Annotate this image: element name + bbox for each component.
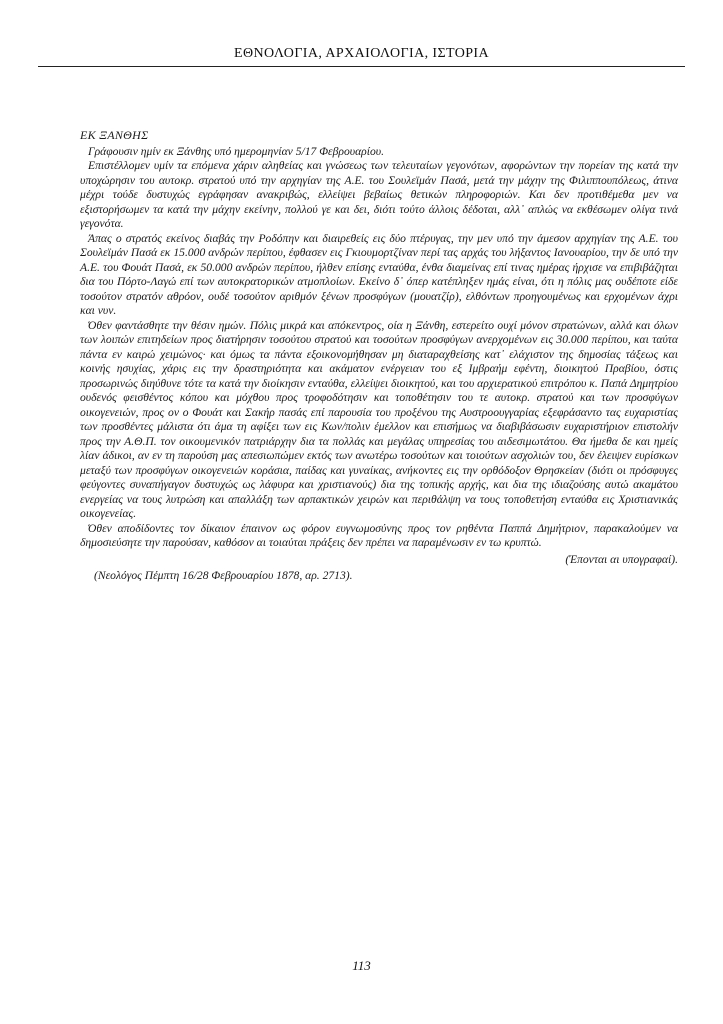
article-paragraph: Γράφουσιν ημίν εκ Ξάνθης υπό ημερομηνίαν 5/17 Φεβρουαρίου. [88,144,384,158]
page-number: 113 [352,958,371,973]
signoff: (Έπονται αι υπογραφαί). [565,552,678,566]
article-paragraph: Όθεν φαντάσθητε την θέσιν ημών. Πόλις μικρά και απόκεντρος, οία η Ξάνθη, εστερείτο ουχί μόνον στρατώνων, αλλά και όλων των λοιπών επιτηδείων προς διατήρησιν τοσούτου στρατού και τοσούτων προσφύγων ανερχομένων εις 30.000 περίπου, και ταύτα πάντα εν καιρώ χειμώνος· και όμως τα πάντα εξοικονομήθησαν μη διαταραχθείσης κατ᾽ ελάχιστον της δημοσίας τάξεως και κοινής ησυχίας, χάρις εις την δραστηριότητα και ακάματον ενέργειαν του εξ Ιμβραήμ εφέντη, διοικητού Πραβίου, όστις προσωρινώς διηύθυνε τότε τα κατά την διοίκησιν ενταύθα, ελλείψει διοικητού, και του αρχιερατικού επιτρόπου κ. Παπά Δημητρίου ουδενός φεισθέντος κόπου και μόχθου προς τροφοδότησιν και τοποθέτησιν του τε αυτοκρ. στρατού και των προσφύγων οικογενειών, προς ον ο Φουάτ και Σακήρ πασάς επί παρουσία του προξένου της Αυστροουγγαρίας εξεφράσαντο τας ευχαριστίας των προσθέντες μάλιστα ότι άμα τη αφίξει των εις Κων/πολιν έμελλον και επισήμως να διαβιβάσωσιν ευχαριστήριον επιστολήν προς την Α.Θ.Π. τον οικουμενικόν πατριάρχην δια τα πολλάς και μεγάλας υπηρεσίας του αιδεσιμωτάτου. Θα ήμεθα δε και ημείς λίαν άδικοι, αν εν τη παρούση μας απεσιωπώμεν εκτός των ανωτέρω τοσούτων και τοιούτων ασχολιών του, δεν έλειψεν ευρίσκων μεταξύ των προσφύγων οικογενειών κοράσια, παίδας και γυναίκας, ανήκοντες εις την ορθόδοξον Θρησκείαν (διότι οι πρόσφυγες φεύγοντες συναπήγαγον δυστυχώς ως λάφυρα και χριστιανούς) δια της τοπικής αρχής, και δια της ιδιαζούσης αυτώ ακαμάτου ενεργείας να τους λυτρώση και απαλλάξη των αρπακτικών χειρών και περιθάλψη να τους τοποθετήση ενταύθα εις Χριστιανικάς οικογενείας. [80,318,678,520]
article-paragraph: Επιστέλλομεν υμίν τα επόμενα χάριν αληθείας και γνώσεως των τελευταίων γεγονότων, αφορώντων την πορείαν της κατά την υποχώρησιν του αυτοκρ. στρατού υπό την αρχηγίαν της Α.Ε. του Σουλεϊμάν Πασά, μετά την μάχην της Φιλιππουπόλεως, άτινα μέχρι τούδε δυστυχώς εγράφησαν ανακριβώς, ελλείψει βεβαίως θετικών πληροφοριών. Και δεν προτιθέμεθα μεν να εξιστορήσωμεν τα κατά την μάχην εκείνην, πολλού γε και δει, διότι τούτο άλλοις δέδοται, αλλ᾽ απλώς να εκθέσωμεν ολίγα τινά γεγονότα. [80,159,678,230]
article-paragraph: Όθεν αποδίδοντες τον δίκαιον έπαινον ως φόρον ευγνωμοσύνης προς τον ρηθέντα Παππά Δημήτριον, παρακαλούμεν να δημοσιεύσητε την παρούσαν, καθόσον αι τοιαύται πράξεις δεν πρέπει να παραμένωσιν εν τω κρυπτώ. [80,521,678,549]
article-paragraph: Άπας ο στρατός εκείνος διαβάς την Ροδόπην και διαιρεθείς εις δύο πτέρυγας, την μεν υπό την άμεσον αρχηγίαν της Α.Ε. του Σουλεϊμάν Πασά εκ 15.000 ανδρών περίπου, έφθασεν εις Γκιουμορτζίναν περί τας αρχάς του λήξαντος Ιανουαρίου, την δε υπό την Α.Ε. του Φουάτ Πασά, εκ 50.000 ανδρών περίπου, ήλθεν επίσης ενταύθα, ένθα διαμείνας επί τινας ημέρας ήρχισε να επιβιβάζηται δια του Πόρτο-Λαγώ επί των αυτοκρατορικών ατμοπλοίων. Εκείνο δ᾽ όπερ κατέπληξεν ημάς είναι, ότι η πόλις μας ουδέποτε είδε τοσούτον στρατόν αθρόον, ουδέ τοσούτον αριθμόν ξένων προσφύγων (μουατζίρ), ελθόντων προηγουμένως και ερχομένων άχρι και νυν. [80,231,678,317]
running-head: ΕΘΝΟΛΟΓΙΑ, ΑΡΧΑΙΟΛΟΓΙΑ, ΙΣΤΟΡΙΑ [234,46,489,61]
source-citation: (Νεολόγος Πέμπτη 16/28 Φεβρουαρίου 1878, αρ. 2713). [94,569,353,582]
header-rule [38,66,685,67]
article-title: ΕΚ ΞΑΝΘΗΣ [80,128,149,142]
article [80,128,678,584]
